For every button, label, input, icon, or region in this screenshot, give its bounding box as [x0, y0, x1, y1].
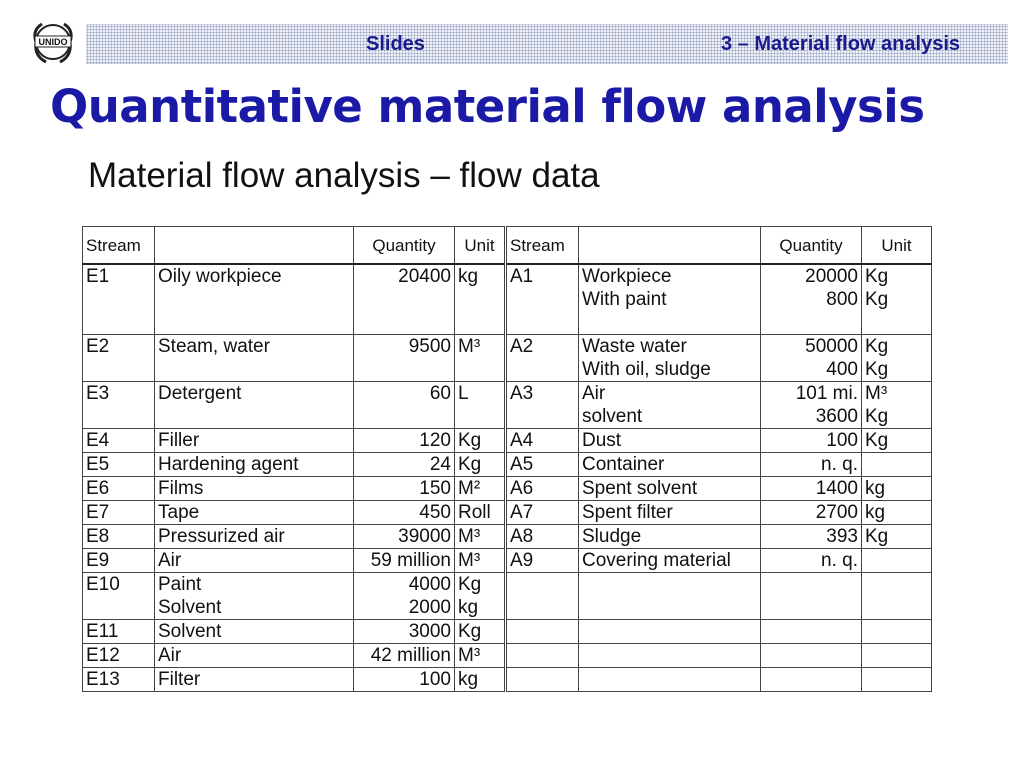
cell-out-description: Workpiece With paint — [579, 264, 761, 334]
cell-out-stream: A5 — [506, 452, 579, 476]
cell-out-quantity: 393 — [761, 524, 862, 548]
header-description-out — [579, 227, 761, 265]
cell-in-stream: E1 — [83, 264, 155, 334]
cell-out-description: Container — [579, 452, 761, 476]
cell-out-quantity: n. q. — [761, 452, 862, 476]
cell-out-stream: A2 — [506, 334, 579, 381]
cell-out-quantity: 2700 — [761, 500, 862, 524]
cell-out-unit: M³ Kg — [862, 381, 932, 428]
table-row — [83, 428, 932, 452]
cell-out-stream: A3 — [506, 381, 579, 428]
cell-in-stream: E7 — [83, 500, 155, 524]
cell-in-quantity: 60 — [354, 381, 455, 428]
header-quantity-in: Quantity — [354, 227, 455, 265]
table-row — [83, 381, 932, 428]
cell-out-description: Spent filter — [579, 500, 761, 524]
cell-out-quantity: 20000 800 — [761, 264, 862, 334]
cell-in-stream: E8 — [83, 524, 155, 548]
cell-in-description: Solvent — [155, 619, 354, 643]
cell-out-unit — [862, 643, 932, 667]
cell-in-unit: kg — [455, 264, 506, 334]
table-row — [83, 572, 932, 619]
table-row — [83, 452, 932, 476]
cell-in-unit: M³ — [455, 334, 506, 381]
cell-out-stream: A4 — [506, 428, 579, 452]
cell-out-unit: kg — [862, 500, 932, 524]
cell-out-quantity: 100 — [761, 428, 862, 452]
page-subtitle: Material flow analysis – flow data — [88, 156, 600, 195]
cell-in-description: Steam, water — [155, 334, 354, 381]
cell-out-stream — [506, 643, 579, 667]
cell-out-unit: Kg — [862, 524, 932, 548]
cell-in-quantity: 59 million — [354, 548, 455, 572]
cell-out-unit: Kg Kg — [862, 264, 932, 334]
cell-in-description: Films — [155, 476, 354, 500]
cell-out-stream — [506, 619, 579, 643]
cell-in-description: Hardening agent — [155, 452, 354, 476]
table-row — [83, 548, 932, 572]
cell-in-quantity: 42 million — [354, 643, 455, 667]
cell-in-description: Filter — [155, 667, 354, 691]
table-row — [83, 264, 932, 334]
cell-out-stream — [506, 572, 579, 619]
cell-in-unit: M³ — [455, 524, 506, 548]
cell-out-stream: A8 — [506, 524, 579, 548]
cell-in-unit: L — [455, 381, 506, 428]
cell-in-description: Tape — [155, 500, 354, 524]
cell-out-stream: A7 — [506, 500, 579, 524]
flow-data-table — [82, 226, 932, 692]
cell-in-quantity: 20400 — [354, 264, 455, 334]
cell-out-unit — [862, 619, 932, 643]
cell-out-description: Air solvent — [579, 381, 761, 428]
table-row — [83, 643, 932, 667]
cell-out-quantity: 50000 400 — [761, 334, 862, 381]
cell-in-quantity: 4000 2000 — [354, 572, 455, 619]
cell-in-stream: E13 — [83, 667, 155, 691]
header-section-label: 3 – Material flow analysis — [721, 33, 960, 55]
table-row — [83, 476, 932, 500]
cell-in-unit: Kg — [455, 619, 506, 643]
cell-out-description: Covering material — [579, 548, 761, 572]
cell-out-quantity — [761, 643, 862, 667]
table-body — [83, 264, 932, 691]
cell-in-description: Filler — [155, 428, 354, 452]
cell-out-quantity — [761, 619, 862, 643]
cell-in-stream: E10 — [83, 572, 155, 619]
cell-out-description: Dust — [579, 428, 761, 452]
cell-in-quantity: 150 — [354, 476, 455, 500]
cell-out-quantity: n. q. — [761, 548, 862, 572]
cell-in-unit: Kg — [455, 428, 506, 452]
header-slides-label: Slides — [366, 33, 425, 55]
cell-in-quantity: 9500 — [354, 334, 455, 381]
unido-logo — [26, 18, 80, 66]
cell-in-stream: E11 — [83, 619, 155, 643]
cell-in-stream: E12 — [83, 643, 155, 667]
cell-in-stream: E5 — [83, 452, 155, 476]
header-unit-in: Unit — [455, 227, 506, 265]
cell-out-description — [579, 619, 761, 643]
cell-out-unit: Kg Kg — [862, 334, 932, 381]
cell-out-description — [579, 572, 761, 619]
cell-in-description: Air — [155, 548, 354, 572]
table-row — [83, 500, 932, 524]
cell-out-stream: A9 — [506, 548, 579, 572]
cell-out-unit — [862, 548, 932, 572]
cell-out-description: Waste water With oil, sludge — [579, 334, 761, 381]
header-description-in — [155, 227, 354, 265]
cell-out-quantity: 101 mi. 3600 — [761, 381, 862, 428]
cell-in-unit: M³ — [455, 548, 506, 572]
cell-out-quantity — [761, 572, 862, 619]
cell-in-stream: E2 — [83, 334, 155, 381]
table-row — [83, 334, 932, 381]
cell-out-quantity: 1400 — [761, 476, 862, 500]
header-quantity-out: Quantity — [761, 227, 862, 265]
cell-in-unit: kg — [455, 667, 506, 691]
table-row — [83, 524, 932, 548]
cell-out-description: Spent solvent — [579, 476, 761, 500]
cell-out-description — [579, 667, 761, 691]
cell-in-quantity: 3000 — [354, 619, 455, 643]
table-row — [83, 619, 932, 643]
header-unit-out: Unit — [862, 227, 932, 265]
cell-out-stream: A1 — [506, 264, 579, 334]
table-row — [83, 667, 932, 691]
cell-in-stream: E4 — [83, 428, 155, 452]
cell-out-description — [579, 643, 761, 667]
cell-in-description: Air — [155, 643, 354, 667]
cell-in-unit: Kg — [455, 452, 506, 476]
cell-out-stream — [506, 667, 579, 691]
header-stream-in: Stream — [83, 227, 155, 265]
cell-in-description: Pressurized air — [155, 524, 354, 548]
cell-out-unit — [862, 572, 932, 619]
cell-out-unit: kg — [862, 476, 932, 500]
page-title: Quantitative material flow analysis — [50, 80, 925, 133]
cell-out-unit: Kg — [862, 428, 932, 452]
cell-in-unit: M³ — [455, 643, 506, 667]
cell-out-quantity — [761, 667, 862, 691]
cell-in-quantity: 39000 — [354, 524, 455, 548]
cell-in-quantity: 24 — [354, 452, 455, 476]
cell-in-stream: E3 — [83, 381, 155, 428]
cell-out-description: Sludge — [579, 524, 761, 548]
table-header-row — [83, 227, 932, 265]
cell-in-unit: M² — [455, 476, 506, 500]
cell-out-unit — [862, 452, 932, 476]
cell-in-unit: Roll — [455, 500, 506, 524]
cell-in-description: Oily workpiece — [155, 264, 354, 334]
logo-text: UNIDO — [38, 37, 68, 47]
cell-in-description: Paint Solvent — [155, 572, 354, 619]
header-stream-out: Stream — [506, 227, 579, 265]
cell-in-stream: E9 — [83, 548, 155, 572]
cell-out-stream: A6 — [506, 476, 579, 500]
cell-in-stream: E6 — [83, 476, 155, 500]
cell-in-quantity: 450 — [354, 500, 455, 524]
cell-in-quantity: 100 — [354, 667, 455, 691]
cell-out-unit — [862, 667, 932, 691]
cell-in-quantity: 120 — [354, 428, 455, 452]
cell-in-unit: Kg kg — [455, 572, 506, 619]
cell-in-description: Detergent — [155, 381, 354, 428]
